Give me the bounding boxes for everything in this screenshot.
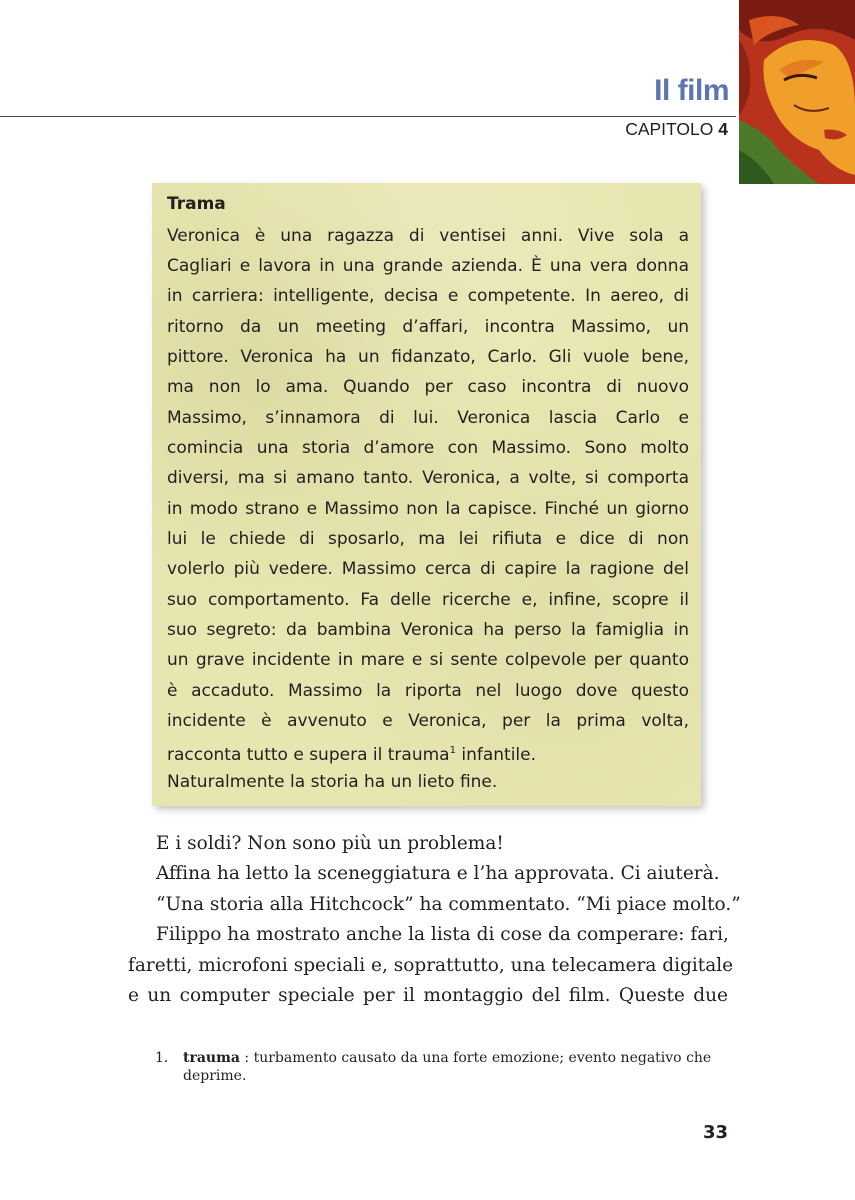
chapter-label <box>625 119 728 140</box>
note-line: ritorno da un meeting d’affari, incontra Massimo, un <box>167 317 689 337</box>
page-number: 33 <box>702 1122 728 1143</box>
header-illustration <box>739 0 855 184</box>
chapter-title: Il film <box>654 74 729 107</box>
chapter-label-text: CAPITOLO <box>625 119 714 139</box>
note-line-with-footnote <box>167 736 689 766</box>
note-last-line: Naturalmente la storia ha un lieto fine. <box>167 772 498 792</box>
note-line: in modo strano e Massimo non la capisce. Finché un giorno <box>167 499 689 519</box>
note-line: in carriera: intelligente, decisa e competente. In aereo, di <box>167 286 689 306</box>
note-line: suo comportamento. Fa delle ricerche e, infine, scopre il <box>167 590 689 610</box>
body-paragraph-line: “Una storia alla Hitchcock” ha commentato. “Mi piace molto.” <box>156 894 741 915</box>
footnote-definition: : turbamento causato da una forte emozione; evento negativo che deprime. <box>183 1050 712 1084</box>
note-line: lui le chiede di sposarlo, ma lei rifiuta e dice di non <box>167 529 689 549</box>
note-line: volerlo più vedere. Massimo cerca di capire la ragione del <box>167 559 689 579</box>
note-line: pittore. Veronica ha un fidanzato, Carlo. Gli vuole bene, <box>167 347 689 367</box>
footnote-number: 1. <box>155 1050 169 1066</box>
note-line: Massimo, s’innamora di lui. Veronica lascia Carlo e <box>167 408 689 428</box>
note-line: ma non lo ama. Quando per caso incontra di nuovo <box>167 377 689 397</box>
note-line-text: racconta tutto e supera il trauma <box>167 745 450 765</box>
footnote-text <box>183 1049 728 1085</box>
note-line: Veronica è una ragazza di ventisei anni. Vive sola a <box>167 226 689 246</box>
note-line: suo segreto: da bambina Veronica ha perso la famiglia in <box>167 620 689 640</box>
note-line: Cagliari e lavora in una grande azienda. È una vera donna <box>167 256 689 276</box>
chapter-number: 4 <box>718 119 728 139</box>
footnote-reference: 1 <box>449 745 456 756</box>
body-paragraph-line: e un computer speciale per il montaggio del film. Queste due <box>128 985 728 1006</box>
note-line: un grave incidente in mare e si sente colpevole per quanto <box>167 650 689 670</box>
note-line: diversi, ma si amano tanto. Veronica, a volte, si comporta <box>167 468 689 488</box>
body-paragraph-line: Affina ha letto la sceneggiatura e l’ha approvata. Ci aiuterà. <box>156 863 720 884</box>
note-line: è accaduto. Massimo la riporta nel luogo dove questo <box>167 681 689 701</box>
header-rule <box>0 116 736 117</box>
note-title: Trama <box>167 194 226 214</box>
note-line: comincia una storia d’amore con Massimo. Sono molto <box>167 438 689 458</box>
body-paragraph-line: faretti, microfoni speciali e, soprattutto, una telecamera digitale <box>128 955 734 976</box>
body-paragraph-line: E i soldi? Non sono più un problema! <box>156 833 504 854</box>
body-paragraph-line: Filippo ha mostrato anche la lista di cose da comperare: fari, <box>156 924 729 945</box>
note-line: incidente è avvenuto e Veronica, per la prima volta, <box>167 711 689 731</box>
plot-note-box <box>152 183 701 806</box>
note-line-text: infantile. <box>455 745 537 765</box>
footnote-term: trauma <box>183 1050 240 1066</box>
woman-face-illustration-icon <box>739 0 855 184</box>
